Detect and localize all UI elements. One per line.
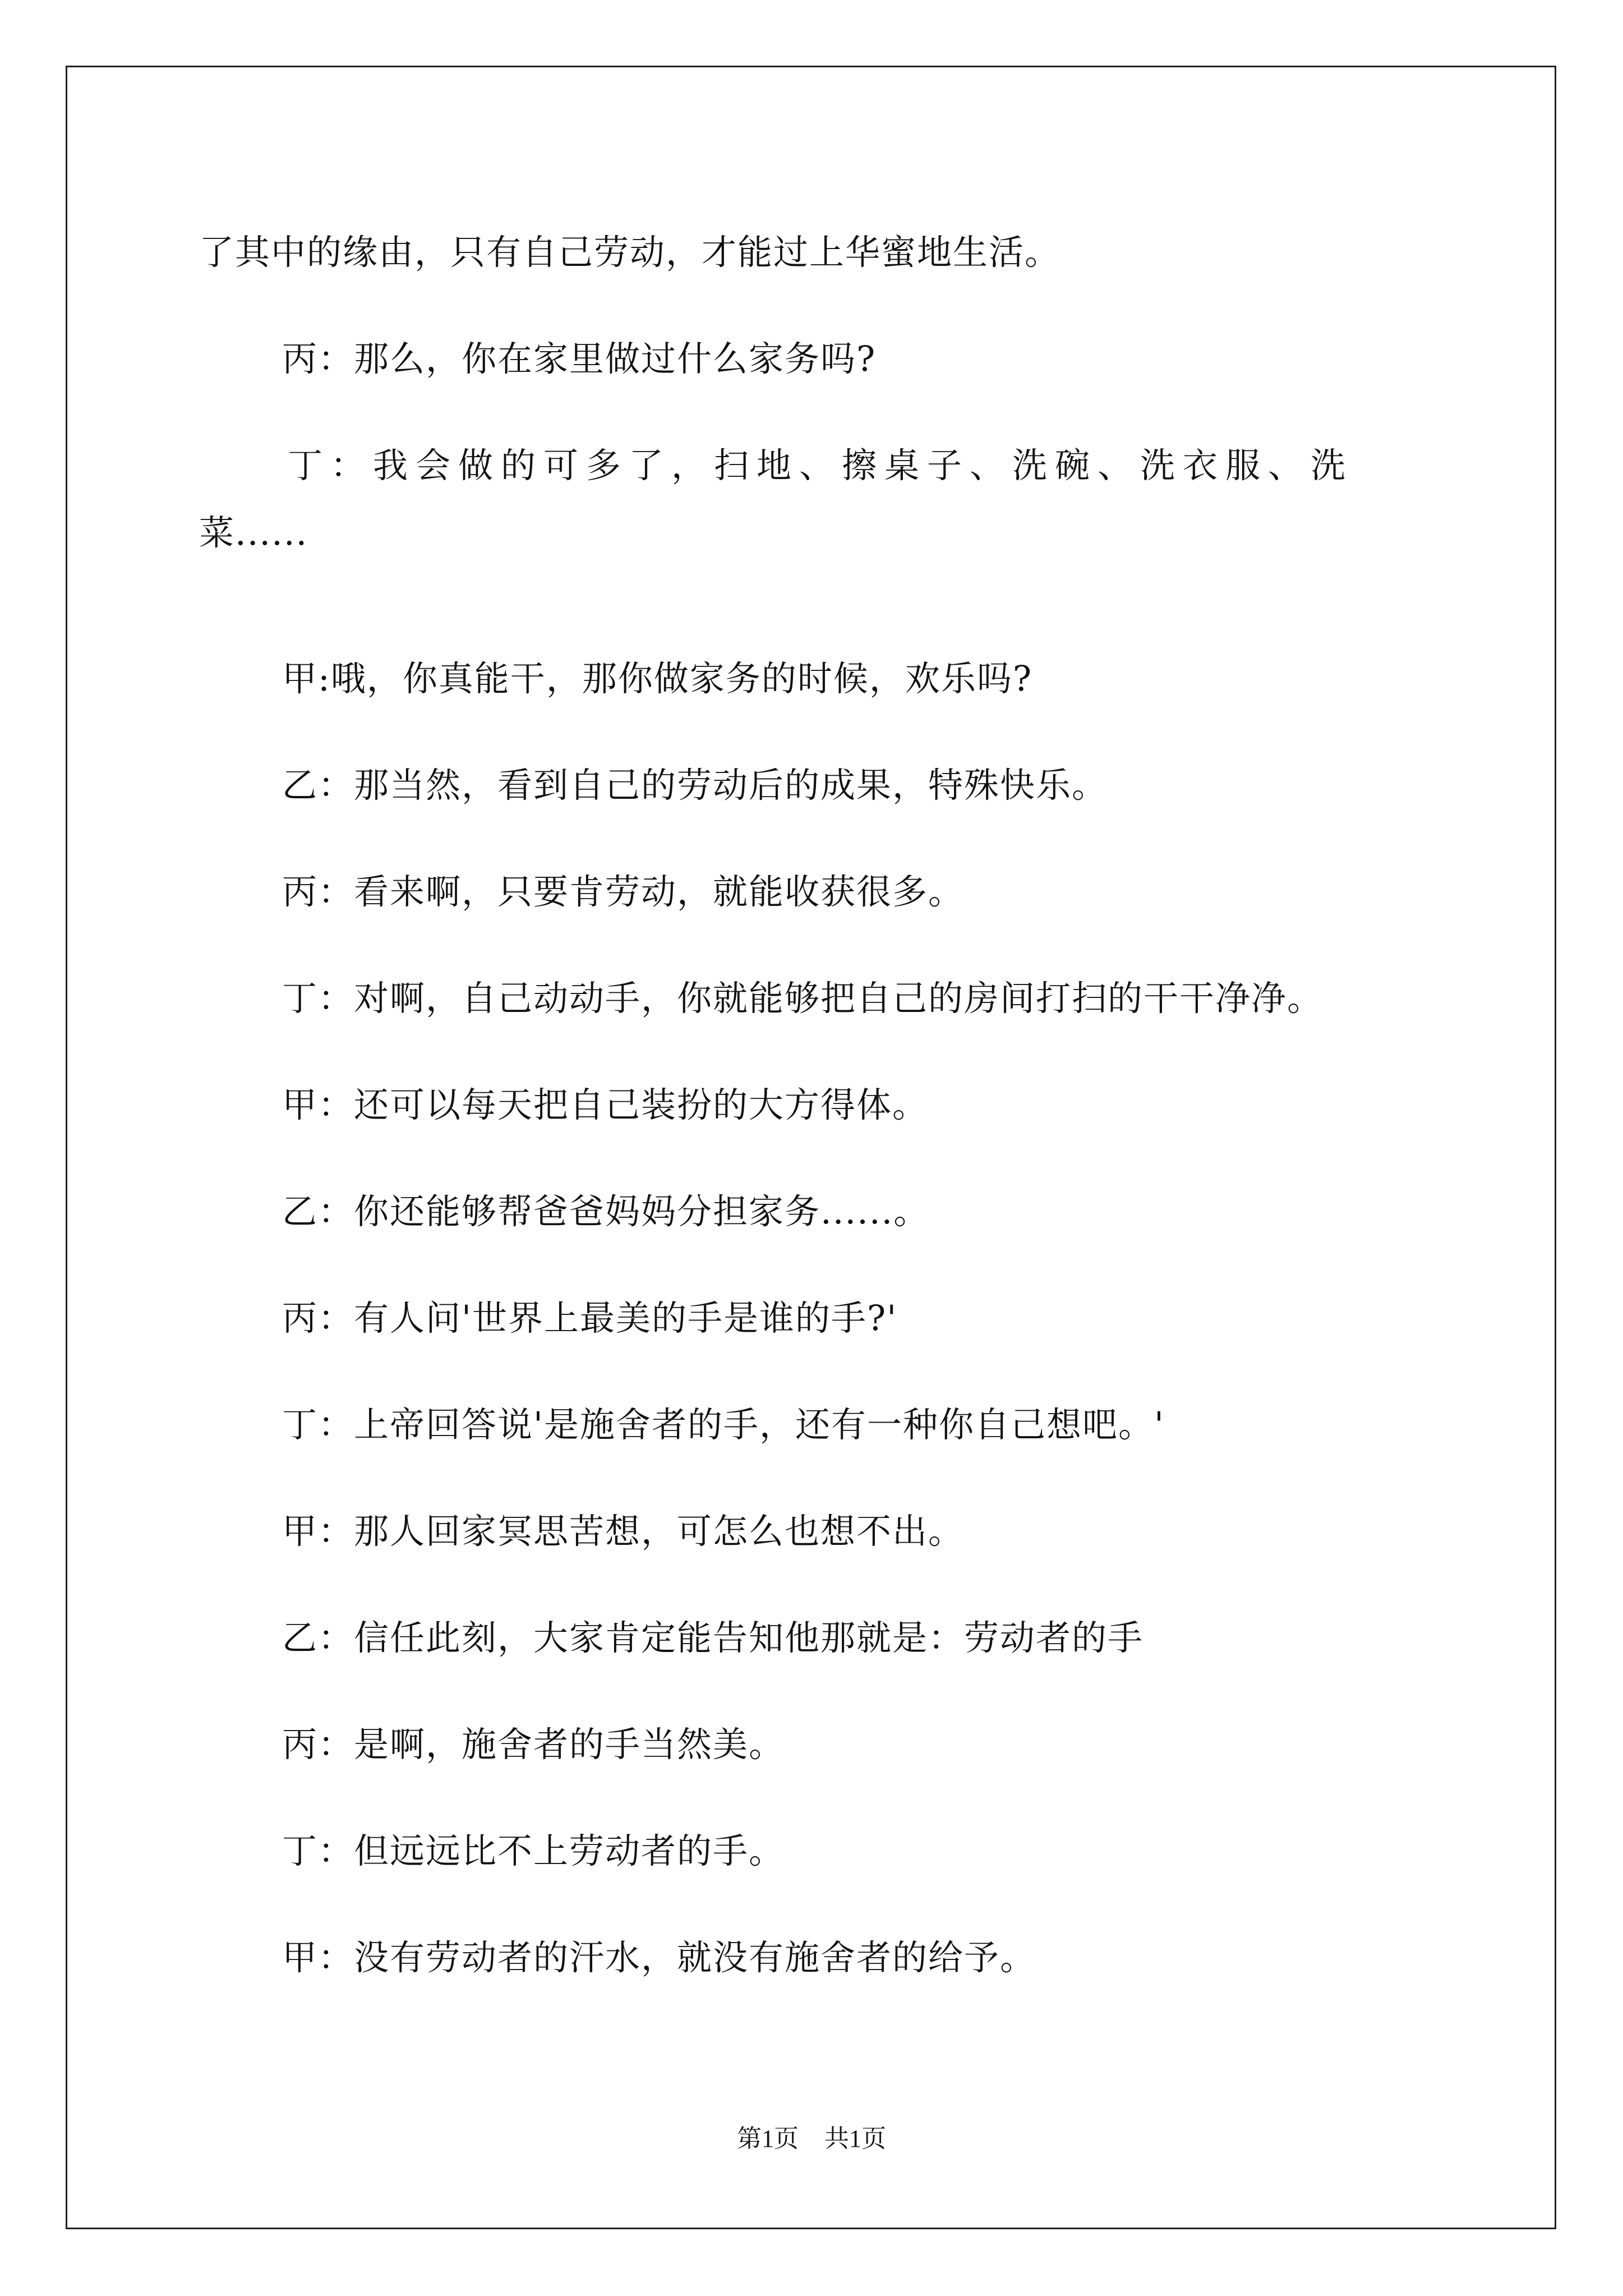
text-line-16: 丁：但远远比不上劳动者的手。 [282, 1830, 785, 1871]
text-line-14: 乙：信任此刻，大家肯定能告知他那就是：劳动者的手 [282, 1617, 1144, 1658]
text-line-15: 丙：是啊，施舍者的手当然美。 [282, 1724, 785, 1765]
page-number: 第1页 [737, 2125, 799, 2152]
page-total: 共1页 [824, 2125, 886, 2152]
text-line-7: 丙：看来啊，只要肯劳动，就能收获很多。 [282, 871, 965, 912]
text-line-17: 甲：没有劳动者的汗水，就没有施舍者的给予。 [282, 1937, 1036, 1978]
page-border [66, 66, 1556, 2229]
text-line-5: 甲:哦，你真能干，那你做家务的时候，欢乐吗? [282, 658, 1033, 699]
text-line-8: 丁：对啊，自己动动手，你就能够把自己的房间打扫的干干净净。 [282, 978, 1324, 1019]
text-line-4: 菜...... [199, 512, 308, 553]
page-footer [0, 2123, 1623, 2155]
text-line-9: 甲：还可以每天把自己装扮的大方得体。 [282, 1084, 929, 1125]
text-line-11: 丙：有人问'世界上最美的手是谁的手?' [282, 1297, 898, 1338]
text-line-2: 丙：那么，你在家里做过什么家务吗? [282, 338, 877, 379]
text-line-13: 甲：那人回家冥思苦想，可怎么也想不出。 [282, 1511, 965, 1552]
text-line-1: 了其中的缘由，只有自己劳动，才能过上华蜜地生活。 [199, 232, 1061, 273]
text-line-3: 丁：我会做的可多了，扫地、擦桌子、洗碗、洗衣服、洗 [288, 445, 1354, 486]
text-line-10: 乙：你还能够帮爸爸妈妈分担家务......。 [282, 1191, 930, 1232]
text-line-6: 乙：那当然，看到自己的劳动后的成果，特殊快乐。 [282, 765, 1108, 806]
text-line-12: 丁：上帝回答说'是施舍者的手，还有一种你自己想吧。' [282, 1404, 1165, 1445]
